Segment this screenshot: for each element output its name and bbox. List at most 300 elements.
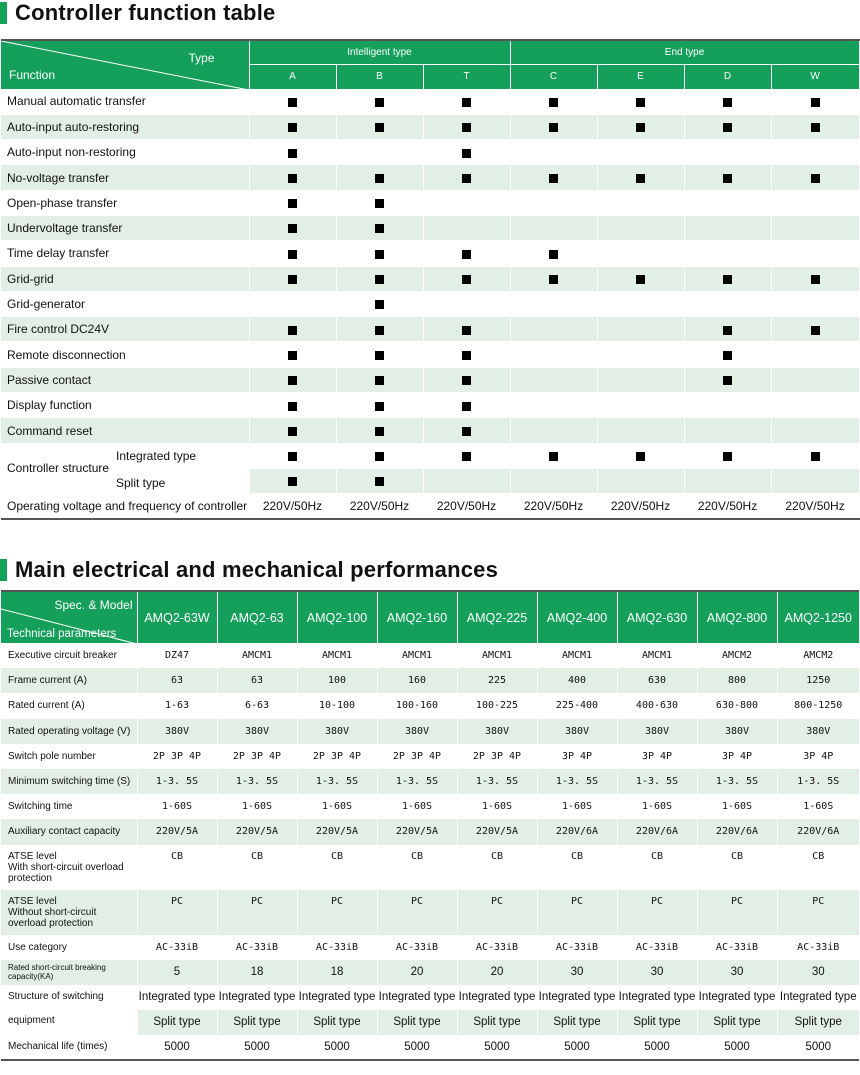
- parameter-value: PC: [457, 890, 537, 935]
- parameter-value: 5000: [457, 1035, 537, 1060]
- function-label: Passive contact: [1, 367, 249, 392]
- atse-label: [1, 890, 137, 935]
- parameter-label: Use category: [1, 935, 137, 960]
- group-end-type: End type: [510, 40, 859, 64]
- table2-body: [1, 643, 859, 1060]
- mark-cell: [510, 367, 597, 392]
- filled-square-icon: [288, 275, 297, 284]
- parameter-value: 630-800: [697, 693, 777, 718]
- filled-square-icon: [375, 275, 384, 284]
- mark-cell: [684, 291, 771, 316]
- filled-square-icon: [549, 250, 558, 259]
- parameter-value: 380V: [217, 719, 297, 744]
- filled-square-icon: [375, 123, 384, 132]
- structure-split-value: Split type: [137, 1010, 217, 1035]
- mark-cell: [597, 468, 684, 493]
- function-label: No-voltage transfer: [1, 165, 249, 190]
- atse-label-line2: With short-circuit overload protection: [8, 861, 124, 884]
- filled-square-icon: [723, 326, 732, 335]
- mark-cell: [684, 165, 771, 190]
- filled-square-icon: [462, 351, 471, 360]
- atse-label: [1, 845, 137, 890]
- table-row: [1, 140, 859, 165]
- parameter-value: 380V: [457, 719, 537, 744]
- parameter-value: 30: [537, 960, 617, 985]
- mark-cell: [771, 342, 859, 367]
- mark-cell: [597, 89, 684, 114]
- parameter-value: 2P 3P 4P: [297, 744, 377, 769]
- parameter-value: AMCM1: [217, 643, 297, 668]
- parameter-value: 1-60S: [297, 794, 377, 819]
- parameter-value: 1-63: [137, 693, 217, 718]
- parameter-value: PC: [217, 890, 297, 935]
- filled-square-icon: [288, 402, 297, 411]
- table-row: [1, 744, 859, 769]
- mark-cell: [336, 367, 423, 392]
- parameter-value: AC-33iB: [137, 935, 217, 960]
- filled-square-icon: [462, 98, 471, 107]
- mark-cell: [423, 165, 510, 190]
- parameter-value: 5000: [617, 1035, 697, 1060]
- model-header: AMQ2-630: [617, 591, 697, 643]
- table-row: [1, 367, 859, 392]
- mark-cell: [684, 114, 771, 139]
- table1-body: [1, 89, 859, 519]
- parameter-value: 100-225: [457, 693, 537, 718]
- parameter-value: AMCM1: [297, 643, 377, 668]
- filled-square-icon: [462, 174, 471, 183]
- mark-cell: [336, 114, 423, 139]
- mark-cell: [684, 393, 771, 418]
- mark-cell: [336, 266, 423, 291]
- table-row: [1, 89, 859, 114]
- atse-label-line2: Without short-circuit overload protection: [8, 906, 97, 929]
- mark-cell: [510, 393, 597, 418]
- parameter-value: AMCM1: [457, 643, 537, 668]
- parameter-value: 10-100: [297, 693, 377, 718]
- filled-square-icon: [636, 275, 645, 284]
- mark-cell: [510, 317, 597, 342]
- parameter-value: 63: [217, 668, 297, 693]
- parameter-label: Mechanical life (times): [1, 1035, 137, 1060]
- mark-cell: [771, 266, 859, 291]
- parameter-value: 3P 4P: [537, 744, 617, 769]
- filled-square-icon: [549, 98, 558, 107]
- parameter-value: 220V/5A: [297, 819, 377, 844]
- mark-cell: [336, 165, 423, 190]
- parameter-value: 5: [137, 960, 217, 985]
- mark-cell: [510, 89, 597, 114]
- parameter-value: 30: [777, 960, 859, 985]
- parameter-value: AC-33iB: [457, 935, 537, 960]
- model-header: AMQ2-800: [697, 591, 777, 643]
- mark-cell: [336, 342, 423, 367]
- filled-square-icon: [288, 376, 297, 385]
- filled-square-icon: [811, 326, 820, 335]
- mark-cell: [771, 114, 859, 139]
- filled-square-icon: [723, 452, 732, 461]
- model-header: AMQ2-100: [297, 591, 377, 643]
- section-title-text: Main electrical and mechanical performances: [15, 557, 499, 582]
- parameter-value: 1-3. 5S: [457, 769, 537, 794]
- mark-cell: [336, 215, 423, 240]
- table-row: [1, 668, 859, 693]
- parameter-value: PC: [297, 890, 377, 935]
- parameter-value: 5000: [777, 1035, 859, 1060]
- mark-cell: [684, 190, 771, 215]
- filled-square-icon: [723, 376, 732, 385]
- parameter-label: Frame current (A): [1, 668, 137, 693]
- parameter-value: PC: [377, 890, 457, 935]
- group-intelligent-type: Intelligent type: [249, 40, 510, 64]
- filled-square-icon: [375, 199, 384, 208]
- filled-square-icon: [549, 275, 558, 284]
- filled-square-icon: [811, 98, 820, 107]
- section-title-controller: [0, 0, 275, 26]
- corner-function-label: Function: [9, 68, 56, 82]
- function-label: Auto-input non-restoring: [1, 140, 249, 165]
- mark-cell: [684, 140, 771, 165]
- mark-cell: [249, 317, 336, 342]
- parameter-value: 6-63: [217, 693, 297, 718]
- structure-split-value: Split type: [537, 1010, 617, 1035]
- filled-square-icon: [636, 174, 645, 183]
- parameter-value: AMCM1: [617, 643, 697, 668]
- structure-split-value: Split type: [777, 1010, 859, 1035]
- atse-label-line1: ATSE level: [8, 895, 57, 907]
- parameter-value: CB: [697, 845, 777, 890]
- table-row-use-category: [1, 935, 859, 960]
- mark-cell: [249, 342, 336, 367]
- table-row: [1, 643, 859, 668]
- mark-cell: [771, 418, 859, 443]
- atse-label-line1: ATSE level: [8, 850, 57, 862]
- parameter-value: 3P 4P: [617, 744, 697, 769]
- mark-cell: [510, 468, 597, 493]
- function-label: Auto-input auto-restoring: [1, 114, 249, 139]
- parameter-value: 5000: [217, 1035, 297, 1060]
- parameter-value: 400-630: [617, 693, 697, 718]
- mark-cell: [597, 317, 684, 342]
- structure-integrated-value: Integrated type: [457, 985, 537, 1010]
- parameter-value: AC-33iB: [777, 935, 859, 960]
- structure-label: [1, 985, 137, 1035]
- parameter-value: 5000: [297, 1035, 377, 1060]
- mark-cell: [510, 165, 597, 190]
- mark-cell: [597, 114, 684, 139]
- filled-square-icon: [549, 123, 558, 132]
- parameter-value: 1-3. 5S: [217, 769, 297, 794]
- parameter-value: 1-3. 5S: [537, 769, 617, 794]
- mark-cell: [423, 215, 510, 240]
- table-row: [1, 794, 859, 819]
- parameter-value: 220V/5A: [217, 819, 297, 844]
- filled-square-icon: [462, 275, 471, 284]
- parameter-value: PC: [537, 890, 617, 935]
- mark-cell: [771, 317, 859, 342]
- filled-square-icon: [723, 98, 732, 107]
- mark-cell: [423, 266, 510, 291]
- filled-square-icon: [375, 477, 384, 486]
- table-row: [1, 266, 859, 291]
- parameter-value: CB: [617, 845, 697, 890]
- mark-cell: [684, 443, 771, 468]
- mark-cell: [423, 291, 510, 316]
- mark-cell: [249, 241, 336, 266]
- mark-cell: [423, 190, 510, 215]
- parameter-value: 3P 4P: [777, 744, 859, 769]
- mark-cell: [684, 241, 771, 266]
- mark-cell: [249, 114, 336, 139]
- mark-cell: [684, 89, 771, 114]
- filled-square-icon: [375, 351, 384, 360]
- parameter-value: 380V: [697, 719, 777, 744]
- model-header: AMQ2-400: [537, 591, 617, 643]
- parameter-value: CB: [137, 845, 217, 890]
- parameter-label: Minimum switching time (S): [1, 769, 137, 794]
- mark-cell: [771, 241, 859, 266]
- mark-cell: [249, 367, 336, 392]
- title-accent-bar: [0, 2, 7, 24]
- structure-split-value: Split type: [377, 1010, 457, 1035]
- parameter-value: 800-1250: [777, 693, 859, 718]
- filled-square-icon: [636, 123, 645, 132]
- parameter-value: 1250: [777, 668, 859, 693]
- parameter-value: 1-3. 5S: [697, 769, 777, 794]
- parameter-value: 1-3. 5S: [377, 769, 457, 794]
- mark-cell: [423, 418, 510, 443]
- structure-split-value: Split type: [697, 1010, 777, 1035]
- parameter-value: 220V/5A: [377, 819, 457, 844]
- table-row: [1, 291, 859, 316]
- filled-square-icon: [462, 123, 471, 132]
- mark-cell: [249, 393, 336, 418]
- mark-cell: [597, 443, 684, 468]
- function-label: Open-phase transfer: [1, 190, 249, 215]
- parameter-value: 1-60S: [377, 794, 457, 819]
- structure-integrated-value: Integrated type: [137, 985, 217, 1010]
- table-row: [1, 215, 859, 240]
- parameter-value: AMCM1: [537, 643, 617, 668]
- mark-cell: [249, 418, 336, 443]
- parameter-value: CB: [777, 845, 859, 890]
- parameter-value: PC: [697, 890, 777, 935]
- parameter-value: 380V: [617, 719, 697, 744]
- parameter-value: CB: [537, 845, 617, 890]
- model-header-row: [1, 591, 859, 643]
- performance-table: [1, 590, 859, 1061]
- mark-cell: [597, 241, 684, 266]
- mark-cell: [336, 190, 423, 215]
- mark-cell: [510, 266, 597, 291]
- parameter-value: 30: [697, 960, 777, 985]
- structure-label-line1: Structure of switching: [8, 990, 104, 1002]
- parameter-value: 2P 3P 4P: [377, 744, 457, 769]
- parameter-value: 220V/6A: [777, 819, 859, 844]
- function-label: Remote disconnection: [1, 342, 249, 367]
- table-row-mechanical-life: [1, 1035, 859, 1060]
- mark-cell: [684, 367, 771, 392]
- section-title-performances: [0, 557, 498, 583]
- table1-corner-header: [1, 40, 249, 89]
- filled-square-icon: [462, 427, 471, 436]
- parameter-value: AMCM2: [777, 643, 859, 668]
- mark-cell: [510, 114, 597, 139]
- mark-cell: [249, 190, 336, 215]
- structure-integrated-value: Integrated type: [697, 985, 777, 1010]
- parameter-value: 18: [217, 960, 297, 985]
- parameter-label: Switching time: [1, 794, 137, 819]
- table-row: [1, 165, 859, 190]
- parameter-value: 1-60S: [137, 794, 217, 819]
- mark-cell: [249, 89, 336, 114]
- filled-square-icon: [375, 98, 384, 107]
- parameter-value: 220V/6A: [617, 819, 697, 844]
- parameter-value: 380V: [777, 719, 859, 744]
- structure-split-value: Split type: [617, 1010, 697, 1035]
- mark-cell: [771, 443, 859, 468]
- filled-square-icon: [375, 427, 384, 436]
- model-header: AMQ2-225: [457, 591, 537, 643]
- parameter-value: 2P 3P 4P: [457, 744, 537, 769]
- filled-square-icon: [375, 224, 384, 233]
- parameter-value: 2P 3P 4P: [137, 744, 217, 769]
- mark-cell: [249, 468, 336, 493]
- parameter-value: AC-33iB: [617, 935, 697, 960]
- mark-cell: [336, 317, 423, 342]
- table-row: [1, 114, 859, 139]
- operating-voltage-label: Operating voltage and frequency of controller: [1, 494, 249, 519]
- parameter-label: Rated operating voltage (V): [1, 719, 137, 744]
- table-row-controller-integrated: [1, 443, 859, 468]
- mark-cell: [423, 89, 510, 114]
- mark-cell: [423, 114, 510, 139]
- parameter-value: 1-3. 5S: [777, 769, 859, 794]
- mark-cell: [597, 393, 684, 418]
- parameter-value: 380V: [377, 719, 457, 744]
- parameter-value: 63: [137, 668, 217, 693]
- diagonal-divider: [1, 41, 249, 90]
- filled-square-icon: [375, 300, 384, 309]
- parameter-value: 3P 4P: [697, 744, 777, 769]
- structure-integrated-value: Integrated type: [217, 985, 297, 1010]
- filled-square-icon: [462, 452, 471, 461]
- table-row: [1, 819, 859, 844]
- filled-square-icon: [288, 174, 297, 183]
- filled-square-icon: [288, 452, 297, 461]
- filled-square-icon: [375, 174, 384, 183]
- table-row: [1, 693, 859, 718]
- parameter-value: 220V/6A: [537, 819, 617, 844]
- function-label: Time delay transfer: [1, 241, 249, 266]
- table-row: [1, 317, 859, 342]
- parameter-value: 20: [457, 960, 537, 985]
- function-label: Fire control DC24V: [1, 317, 249, 342]
- function-label: Grid-generator: [1, 291, 249, 316]
- parameter-value: 5000: [377, 1035, 457, 1060]
- controller-structure-cell: [1, 443, 249, 494]
- type-column-d: D: [684, 64, 771, 89]
- table-row: [1, 418, 859, 443]
- parameter-value: DZ47: [137, 643, 217, 668]
- filled-square-icon: [636, 452, 645, 461]
- mark-cell: [510, 241, 597, 266]
- controller-structure-label: Controller structure: [7, 460, 110, 475]
- mark-cell: [336, 443, 423, 468]
- filled-square-icon: [288, 351, 297, 360]
- parameter-value: AMCM1: [377, 643, 457, 668]
- filled-square-icon: [375, 326, 384, 335]
- filled-square-icon: [288, 224, 297, 233]
- mark-cell: [249, 140, 336, 165]
- structure-integrated-value: Integrated type: [297, 985, 377, 1010]
- parameter-value: 20: [377, 960, 457, 985]
- structure-split-value: Split type: [297, 1010, 377, 1035]
- mark-cell: [249, 291, 336, 316]
- mark-cell: [771, 291, 859, 316]
- table2-corner-header: [1, 591, 137, 643]
- mark-cell: [771, 140, 859, 165]
- mark-cell: [249, 443, 336, 468]
- mark-cell: [510, 418, 597, 443]
- parameter-value: AC-33iB: [697, 935, 777, 960]
- filled-square-icon: [549, 174, 558, 183]
- mark-cell: [423, 443, 510, 468]
- mark-cell: [684, 317, 771, 342]
- structure-split-value: Split type: [457, 1010, 537, 1035]
- filled-square-icon: [462, 149, 471, 158]
- parameter-value: 1-3. 5S: [137, 769, 217, 794]
- table-row: [1, 393, 859, 418]
- filled-square-icon: [375, 376, 384, 385]
- type-column-w: W: [771, 64, 859, 89]
- filled-square-icon: [811, 174, 820, 183]
- mark-cell: [510, 443, 597, 468]
- filled-square-icon: [462, 326, 471, 335]
- parameter-value: AMCM2: [697, 643, 777, 668]
- mark-cell: [771, 215, 859, 240]
- parameter-value: AC-33iB: [537, 935, 617, 960]
- parameter-label: Rated short-circuit breaking capacity(KA): [1, 960, 137, 985]
- mark-cell: [423, 317, 510, 342]
- mark-cell: [336, 291, 423, 316]
- parameter-value: PC: [777, 890, 859, 935]
- parameter-value: 1-60S: [217, 794, 297, 819]
- filled-square-icon: [462, 250, 471, 259]
- model-header: AMQ2-63W: [137, 591, 217, 643]
- parameter-value: AC-33iB: [297, 935, 377, 960]
- model-header: AMQ2-1250: [777, 591, 859, 643]
- mark-cell: [423, 241, 510, 266]
- parameter-value: AC-33iB: [217, 935, 297, 960]
- filled-square-icon: [811, 275, 820, 284]
- corner-tech-label: Technical parameters: [7, 628, 117, 640]
- mark-cell: [510, 215, 597, 240]
- mark-cell: [336, 418, 423, 443]
- parameter-value: 220V/5A: [137, 819, 217, 844]
- parameter-value: 100-160: [377, 693, 457, 718]
- table-row: [1, 719, 859, 744]
- function-label: Undervoltage transfer: [1, 215, 249, 240]
- mark-cell: [597, 367, 684, 392]
- mark-cell: [597, 266, 684, 291]
- parameter-value: 1-60S: [777, 794, 859, 819]
- filled-square-icon: [811, 452, 820, 461]
- filled-square-icon: [462, 402, 471, 411]
- mark-cell: [597, 165, 684, 190]
- filled-square-icon: [288, 477, 297, 486]
- operating-voltage-value: 220V/50Hz: [597, 494, 684, 519]
